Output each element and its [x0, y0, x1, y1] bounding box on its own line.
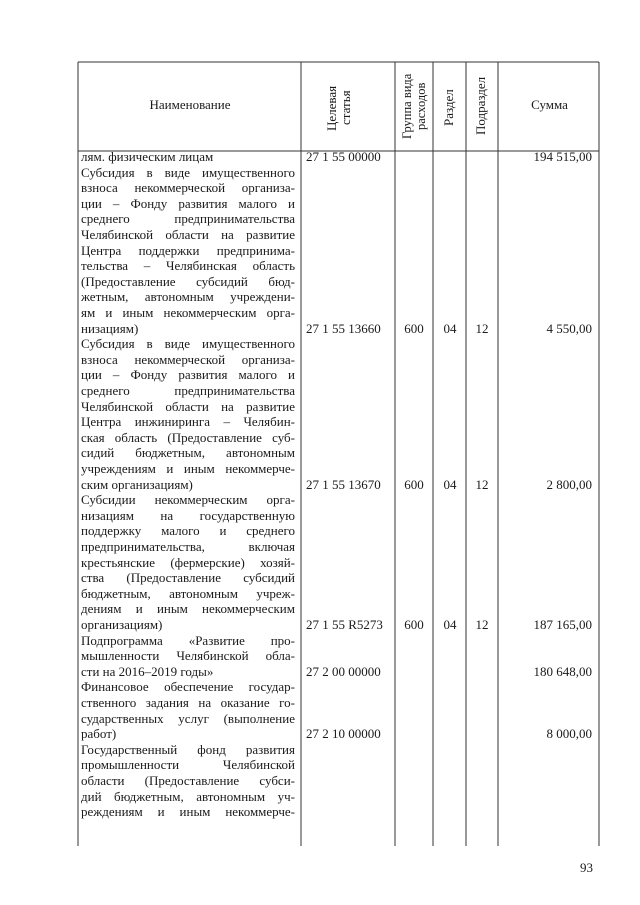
row-section: 04 — [443, 320, 457, 336]
row-name-line: ции – Фонду развития малого и — [81, 367, 295, 383]
header-sum: Сумма — [531, 97, 568, 112]
row-subsection: 12 — [475, 617, 489, 632]
row-name-line: крестьянские (фермерские) хозяй- — [81, 554, 295, 570]
row-name-line: промышленности Челябинской — [81, 757, 295, 773]
row-code: 27 2 00 00000 — [306, 663, 381, 679]
header-target — [325, 72, 353, 144]
row-group: 600 — [404, 476, 424, 492]
row-name-line: ственного задания на оказание го- — [81, 695, 295, 710]
row-name-line: низациям на государственную — [81, 507, 295, 523]
row-section: 04 — [443, 476, 457, 492]
row-name-line: Государственный фонд развития — [81, 741, 295, 757]
row-name-line: Центра инжиниринга – Челябин- — [81, 414, 295, 430]
header-section: Раздел — [441, 89, 456, 127]
row-name-line: жетным, автономным учреждени- — [81, 289, 295, 305]
header-subsection: Подраздел — [473, 76, 488, 136]
row-sum: 194 515,00 — [533, 149, 592, 164]
row-name-line: ям и иным некоммерческим орга- — [81, 305, 295, 320]
row-code: 27 2 10 00000 — [306, 726, 381, 742]
row-name-line: поддержку малого и среднего — [81, 523, 295, 539]
row-name-line: реждениям и иным некоммерче- — [81, 804, 295, 820]
row-name-line: сти на 2016–2019 годы» — [81, 663, 214, 679]
row-name-line: Финансовое обеспечение государ- — [81, 679, 295, 695]
row-name-line: бюджетным, автономным учреж- — [81, 585, 295, 601]
row-name-line: Центра поддержки предпринима- — [81, 242, 295, 258]
row-subsection: 12 — [475, 320, 489, 336]
header-target-line2: статья — [338, 90, 353, 126]
row-name-line: Субсидии некоммерческим орга- — [81, 492, 295, 508]
row-name-line: тельства – Челябинская область — [81, 258, 295, 274]
row-name-line: среднего предпринимательства — [81, 383, 295, 398]
row-name-line: низациям) — [81, 320, 139, 336]
row-name-line: предпринимательства, включая — [81, 539, 295, 554]
row-code: 27 1 55 13670 — [306, 476, 381, 492]
header-group — [400, 64, 428, 148]
row-name-line: Челябинской области на развитие — [81, 398, 295, 414]
row-name-line: (Предоставление субсидий бюд- — [81, 273, 295, 289]
row-section: 04 — [443, 617, 457, 632]
row-subsection: 12 — [475, 476, 489, 492]
row-name-line: сударственных услуг (выполнение — [81, 710, 295, 726]
row-name-line: среднего предпринимательства — [81, 211, 295, 227]
row-name-line: Субсидия в виде имущественного — [81, 336, 295, 352]
row-name-line: ства (Предоставление субсидий — [81, 570, 295, 586]
row-name-line: сидий бюджетным, автономным — [81, 445, 295, 461]
row-name-line: ским организациям) — [81, 476, 193, 492]
row-name-line: дий бюджетным, автономным уч- — [81, 788, 295, 804]
row-name-line: ская область (Предоставление суб- — [81, 429, 295, 445]
row-group: 600 — [404, 617, 424, 632]
header-group-line1: Группа вида — [400, 73, 414, 139]
header-group-line2: расходов — [414, 82, 428, 130]
row-name-line: взноса некоммерческой организа- — [81, 180, 295, 196]
row-group: 600 — [404, 320, 424, 336]
row-name-line: Челябинской области на развитие — [81, 227, 295, 242]
row-name-line: работ) — [81, 726, 117, 742]
row-code: 27 1 55 13660 — [306, 320, 381, 336]
row-sum: 180 648,00 — [533, 663, 592, 679]
row-code: 27 1 55 00000 — [306, 149, 381, 164]
row-sum: 8 000,00 — [546, 726, 592, 742]
row-name-line: учреждениям и иным некоммерче- — [81, 461, 295, 476]
header-name: Наименование — [149, 97, 231, 112]
row-sum: 187 165,00 — [533, 617, 592, 632]
row-name-line: Субсидия в виде имущественного — [81, 164, 295, 180]
row-name-line: лям. физическим лицам — [81, 149, 214, 164]
row-sum: 2 800,00 — [546, 476, 592, 492]
row-name-line: ции – Фонду развития малого и — [81, 195, 295, 211]
row-name-line: дениям и иным некоммерческим — [81, 601, 295, 617]
row-name-line: мышленности Челябинской обла- — [81, 648, 295, 664]
row-name-line: области (Предоставление субси- — [81, 773, 295, 788]
header-target-line1: Целевая — [324, 85, 339, 131]
row-name-line: Подпрограмма «Развитие про- — [81, 632, 295, 648]
row-name-line: организациям) — [81, 617, 163, 632]
row-name-line: взноса некоммерческой организа- — [81, 351, 295, 367]
page-number: 93 — [580, 860, 593, 875]
row-sum: 4 550,00 — [546, 320, 592, 336]
row-code: 27 1 55 R5273 — [306, 617, 383, 632]
